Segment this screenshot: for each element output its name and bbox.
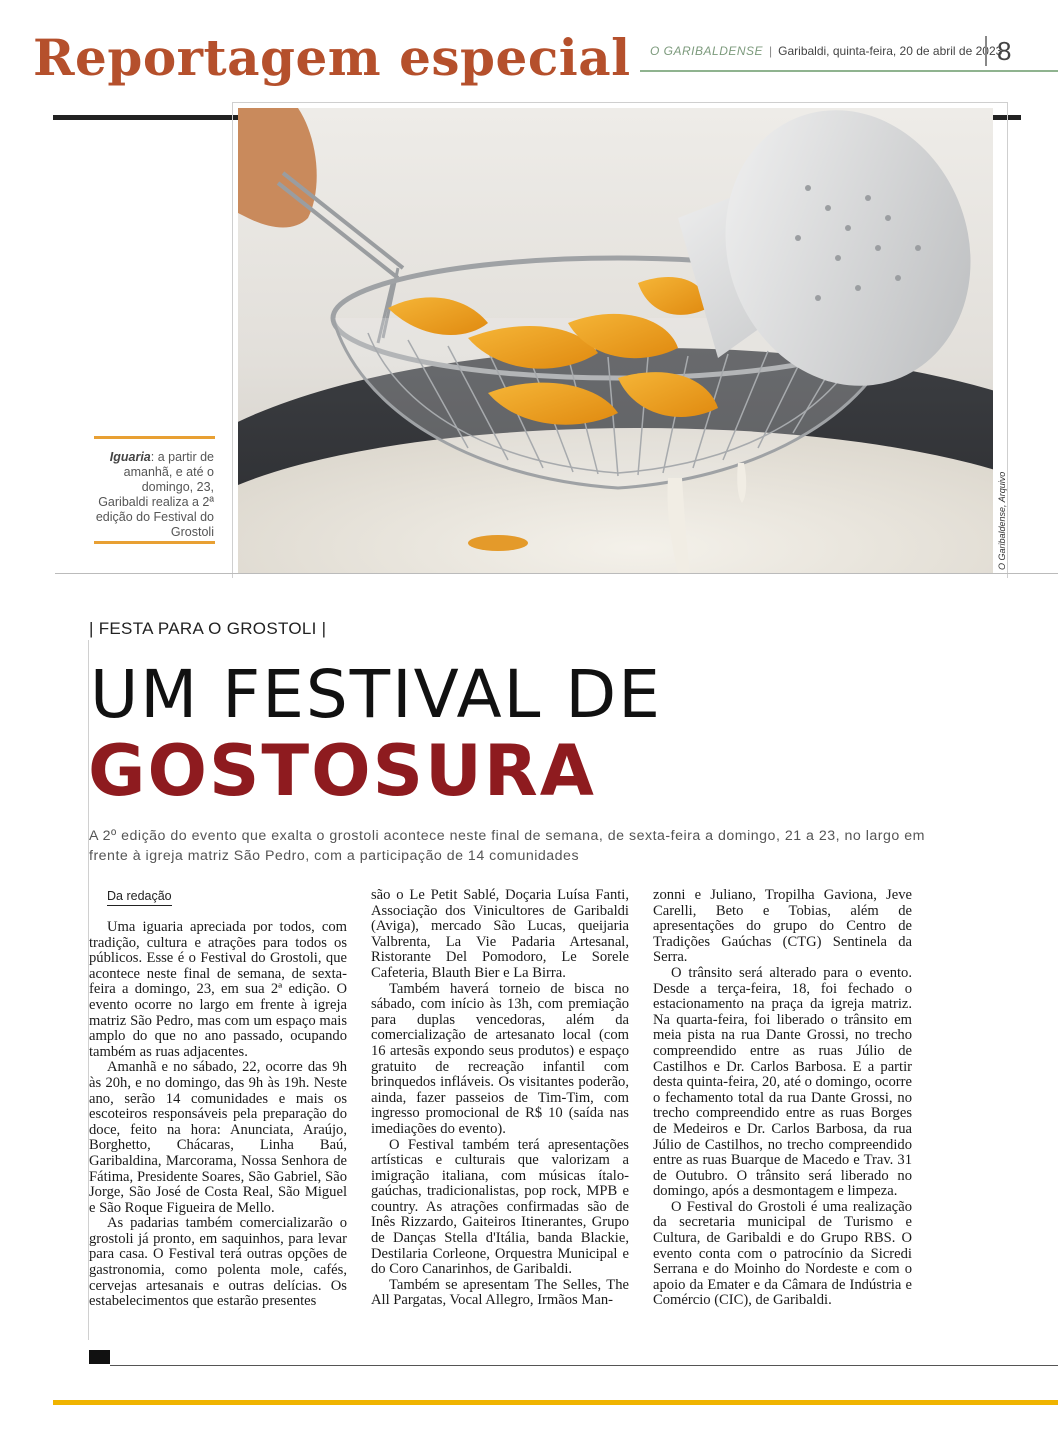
paragraph: zonni e Juliano, Tropilha Gaviona, Jeve Carelli, Beto e Tobias, além de apresentações do grupo do Centro de Tradições Gaúchas (CTG) Sentinela da Serra. [653, 887, 912, 966]
caption-rule-bottom [94, 541, 215, 544]
lead-photo [238, 108, 993, 573]
paragraph: Uma iguaria apreciada por todos, com tradição, cultura e atrações para todos os públicos. Esse é o Festival do Grostoli, que acontece neste final de semana, de sexta-feira a domingo, 23, em sua 2ª edição. O evento ocorre no largo em frente à igreja matriz São Pedro, mas com um espaço mais amplo do que no ano passado, ocupando também as ruas adjacentes. [89, 919, 347, 1060]
masthead-rule [640, 70, 1058, 72]
caption-lead: Iguaria [109, 450, 151, 464]
byline: Da redação [107, 889, 172, 906]
caption-rule-top [94, 436, 215, 439]
paragraph: As padarias também comercializarão o grostoli já pronto, em saquinhos, para levar para casa. O Festival terá outras opções de gastronomia, como polenta mole, cafés, cervejas artesanais e outras delícias. Os estabelecimentos que estarão presentes [89, 1215, 347, 1310]
paragraph: O Festival do Grostoli é uma realização da secretaria municipal de Turismo e Cultura, de Garibaldi e do Grupo RBS. O evento conta com o patrocínio da Sicredi Serrana e do Moinho do Nordeste e com o apoio da Emater e da Câmara de Indústria e Comércio (CIC), de Garibaldi. [653, 1198, 912, 1309]
page-number: 8 [985, 36, 1011, 66]
section-title: Reportagem especial [33, 28, 631, 87]
paragraph: são o Le Petit Sablé, Doçaria Luísa Fanti, Associação dos Vinicultores de Garibaldi (Aviga), mercado São Lucas, queijaria Valbrenta, La Vie Padaria Artesanal, Ristorante Del Pomodoro, Le Sorele Cafeteria, Blauth Bier e La Birra. [371, 887, 629, 981]
photo-rule [55, 573, 1058, 574]
dateline: Garibaldi, quinta-feira, 20 de abril de 2023 [778, 44, 1003, 58]
headline-line-2: GOSTOSURA [88, 730, 596, 812]
paragraph: Também haverá torneio de bisca no sábado, com início às 13h, com premiação para duplas vencedoras, além da comercialização de artesanato local (com 16 artesãs expondo seus produtos) e espaço gratuito de recreação infantil com brinquedos infláveis. Os visitantes poderão, ainda, fazer passeios de Tim-Tim, com ingresso promocional de R$ 10 (saída nas imediações do evento). [371, 980, 629, 1137]
kicker: | FESTA PARA O GROSTOLI | [89, 619, 327, 638]
end-marker [89, 1350, 110, 1364]
footer-rule [53, 1400, 1058, 1405]
paragraph: O Festival também terá apresentações artísticas e culturais que valorizam a imigração italiana, com músicas ítalo-gaúchas, tradicionalistas, pop rock, MPB e country. As atrações confirmadas são de Inês Rizzardo, Gaiteiros Itinerantes, Grupo de Danças Stella d'Itália, banda Blackie, Destilaria Corleone, Orquestra Municipal e do Coro Canarinhos, de Garibaldi. [371, 1136, 629, 1278]
photo-credit: O Garibaldense, Arquivo [997, 471, 1007, 570]
paragraph: Também se apresentam The Selles, The All Pargatas, Vocal Allegro, Irmãos Man- [371, 1276, 629, 1309]
masthead [650, 44, 1002, 58]
masthead-separator: | [769, 44, 773, 58]
headline-line-1: UM FESTIVAL DE [90, 656, 662, 733]
dek: A 2º edição do evento que exalta o grostoli acontece neste final de semana, de sexta-feira a domingo, 21 a 23, no largo em frente à igreja matriz São Pedro, com a participação de 14 comunidades [89, 828, 925, 864]
body-column-2 [371, 888, 629, 1309]
body-column-3 [653, 888, 912, 1309]
body-column-1 [89, 920, 347, 1310]
paragraph: O trânsito será alterado para o evento. Desde a terça-feira, 18, foi fechado o estacionamento na praça da igreja matriz. Na quarta-feira, foi liberado o trânsito em meia pista na rua Dante Grossi, no trecho compreendido entre as ruas Júlio de Castilhos e Dr. Carlos Barbosa. E a partir desta quinta-feira, 20, até o domingo, ocorre o fechamento total da rua Dante Grossi, no trecho compreendido entre as ruas Borges de Medeiros e Dr. Carlos Barbosa, da rua Júlio de Castilhos, no trecho compreendido entre as ruas Buarque de Macedo e Trav. 31 de Outubro. O trânsito será liberado no domingo, após a desmontagem e limpeza. [653, 964, 912, 1200]
bottom-rule [110, 1365, 1058, 1366]
publication-name: O GARIBALDENSE [650, 44, 764, 58]
paragraph: Amanhã e no sábado, 22, ocorre das 9h às 20h, e no domingo, das 9h às 19h. Neste ano, serão 14 comunidades e mais os escoteiros responsáveis pela preparação do doce, feito na hora: Anunciata, Araújo, Borghetto, Chácaras, Linha Baú, Garibaldina, Marcorama, Nossa Senhora de Fátima, Presidente Soares, São Gabriel, São Jorge, São José de Costa Real, São Miguel e São Roque Figueira de Mello. [89, 1059, 347, 1216]
photo-caption [94, 450, 214, 540]
photo-grostoli-frying-icon [238, 108, 993, 573]
caption-text: : a partir de amanhã, e até o domingo, 23, Garibaldi realiza a 2ª edição do Festival do Grostoli [95, 450, 214, 539]
